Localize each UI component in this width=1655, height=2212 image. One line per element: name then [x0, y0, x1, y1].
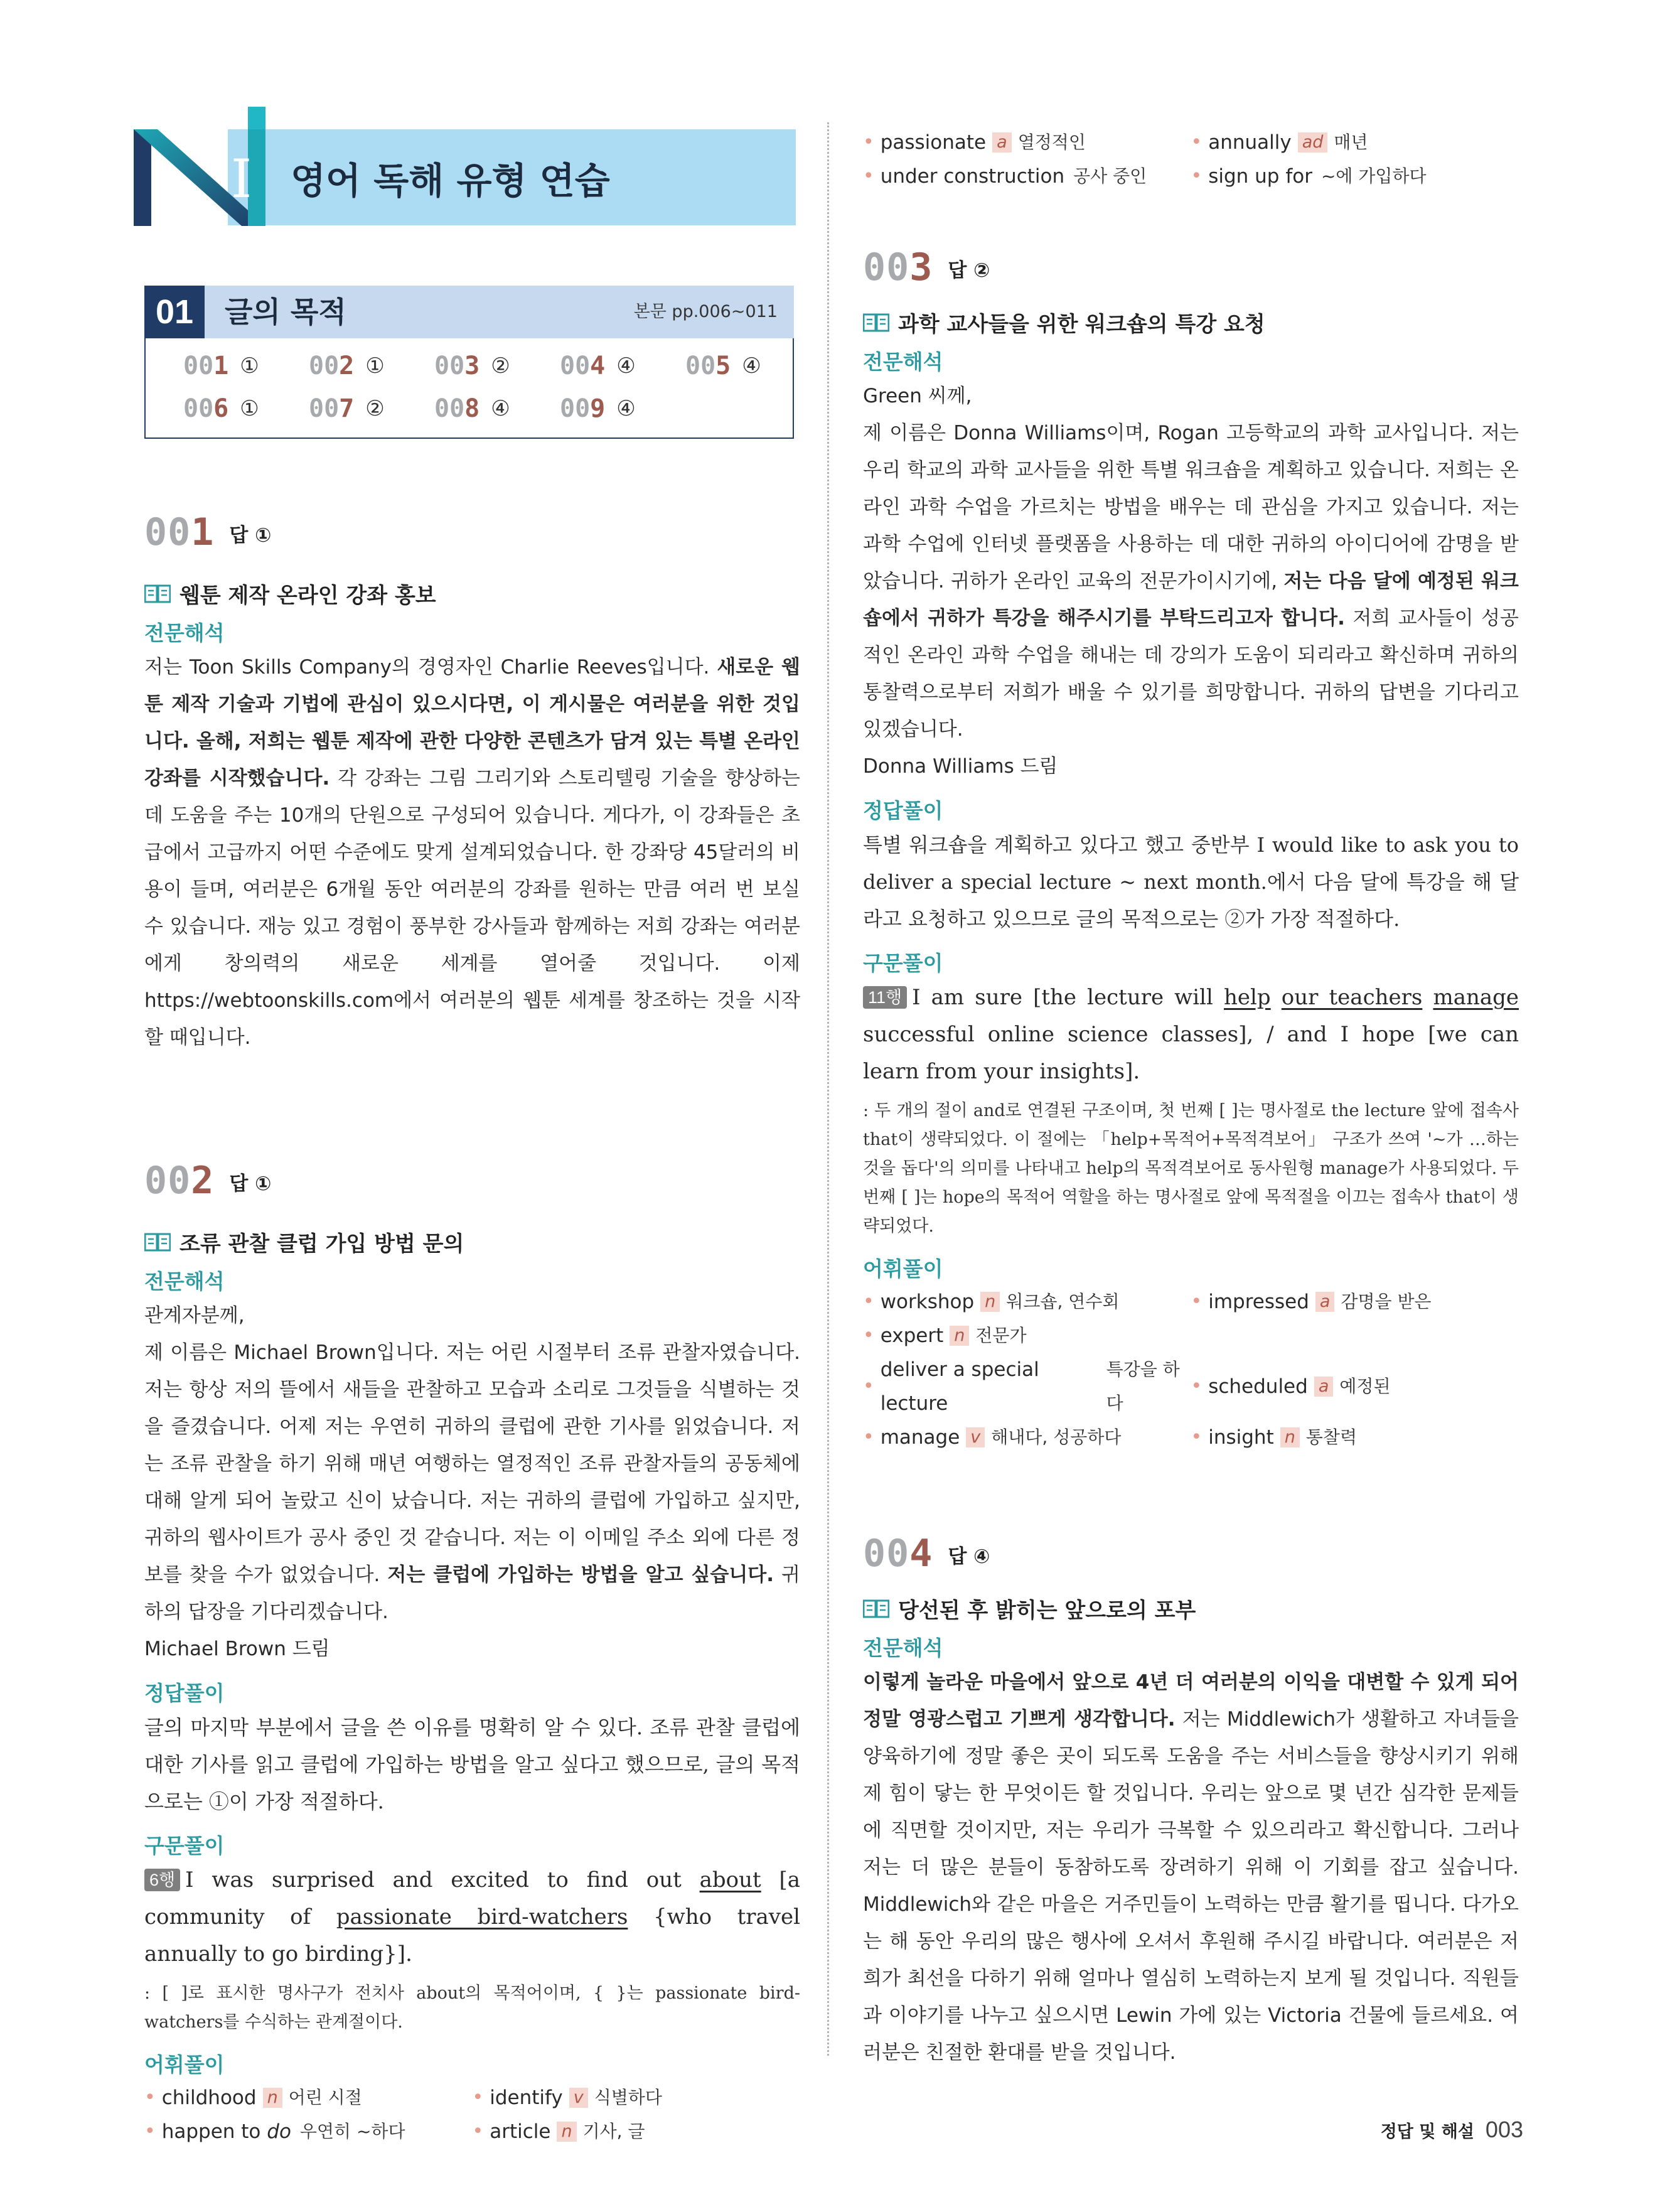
translation-text: 저는 Toon Skills Company의 경영자인 Charlie Reeves입니다. 새로운 웹툰 제작 기술과 기법에 관심이 있으시다면, 이 게시물은 여러분을 위한 것입니다. 올해, 저희는 웹툰 제작에 관한 다양한 콘텐츠가 담겨 있는 특별 온라인 강좌를 시작했습니다. 각 강좌는 그림 그리기와 스토리텔링 기술을 향상하는 데 도움을 주는 10개의 단원으로 구성되어 있습니다. 게다가, 이 강좌들은 초급에서 고급까지 어떤 수준에도 맞게 설계되었습니다. 한 강좌당 45달러의 비용이 들며, 여러분은 6개월 동안 여러분의 강좌를 원하는 만큼 여러 번 보실 수 있습니다. 재능 있고 경험이 풍부한 강사들과 함께하는 저희 강좌는 여러분에게 창의력의 새로운 세계를 열어줄 것입니다. 이제 https://webtoonskills.com에서 여러분의 웹툰 세계를 창조하는 것을 시작할 때입니다.: [144, 656, 800, 1049]
bullet-icon: •: [863, 1375, 874, 1397]
bullet-icon: •: [1191, 1291, 1202, 1313]
book-icon: [863, 1599, 889, 1618]
answer-number: 008: [434, 394, 480, 423]
answer-choice: ④: [491, 396, 510, 421]
answer-choice: ④: [616, 353, 636, 379]
bullet-icon: •: [863, 1324, 874, 1346]
vocab-meaning: 특강을 하다: [1106, 1359, 1180, 1414]
vocab-word: scheduled: [1208, 1375, 1308, 1398]
answer-choice: ①: [240, 353, 259, 379]
vocab-row: [863, 1353, 1519, 1420]
vocab-item: [1191, 1319, 1519, 1353]
answer-cell: [183, 347, 309, 385]
vocab-item: [1191, 1285, 1519, 1319]
part-of-speech-badge: n: [557, 2122, 576, 2142]
part-of-speech-badge: a: [1315, 1292, 1335, 1312]
bullet-icon: •: [863, 131, 874, 153]
vocab-word: passionate: [880, 131, 987, 154]
question-answer: 답 ①: [229, 1173, 272, 1195]
question-number: 002 답 ①: [144, 1159, 272, 1203]
vocab-word: sign up for: [1208, 165, 1312, 188]
answer-cell: [560, 390, 685, 427]
answer-choice: ④: [616, 396, 636, 421]
right-column: [863, 126, 1519, 2071]
book-icon: [144, 1232, 171, 1251]
vocab-row: [863, 1319, 1519, 1353]
question-004: [863, 1523, 1519, 2071]
part-of-speech-badge: a: [1314, 1377, 1334, 1397]
vocab-meaning: 매년: [1334, 132, 1368, 153]
part-of-speech-badge: v: [569, 2088, 588, 2108]
answer-choice: ①: [240, 396, 259, 421]
answer-choice: ④: [742, 353, 761, 379]
chapter-header: [134, 107, 796, 226]
vocab-meaning: 해내다, 성공하다: [991, 1427, 1122, 1447]
footer-label: 정답 및 해설: [1380, 2122, 1474, 2142]
answer-number: 002: [309, 352, 355, 380]
vocab-word: impressed: [1208, 1291, 1309, 1313]
vocab-row: [863, 1285, 1519, 1319]
vocab-list: [863, 1285, 1519, 1454]
answer-cell: [434, 390, 560, 427]
answer-cell: [309, 390, 434, 427]
vocab-row: [863, 126, 1519, 159]
answer-cell: [309, 347, 434, 385]
column-divider: [827, 122, 829, 2056]
bullet-icon: •: [1191, 131, 1202, 153]
vocab-item: [863, 1319, 1191, 1353]
vocab-word: workshop: [880, 1291, 975, 1313]
letter-greeting: 관계자분께,: [144, 1304, 245, 1327]
vocab-meaning: 어린 시절: [288, 2087, 362, 2108]
page-footer: [1381, 2117, 1523, 2143]
bullet-icon: •: [863, 165, 874, 187]
section-title: 글의 목적: [225, 295, 346, 329]
vocab-word: insight: [1208, 1426, 1274, 1449]
section-pages: 본문 pp.006~011: [633, 302, 778, 321]
vocab-row: [863, 1420, 1519, 1454]
answer-choice: ②: [365, 396, 385, 421]
vocab-item: [863, 126, 1191, 159]
vocab-heading: 어휘풀이: [144, 2053, 225, 2077]
vocab-meaning: 예정된: [1339, 1376, 1391, 1397]
vocab-word: deliver a special lecture: [880, 1358, 1039, 1415]
bullet-icon: •: [472, 2120, 484, 2142]
letter-greeting: Green 씨께,: [863, 385, 972, 407]
solution-heading: 정답풀이: [863, 798, 943, 823]
translation-text: 이렇게 놀라운 마을에서 앞으로 4년 더 여러분의 이익을 대변할 수 있게 되어 정말 영광스럽고 기쁘게 생각합니다. 저는 Middlewich가 생활하고 자녀들을 양육하기에 정말 좋은 곳이 되도록 도움을 주는 서비스들을 향상시키기 위해 제 힘이 닿는 한 무엇이든 할 것입니다. 우리는 앞으로 몇 년간 심각한 문제들에 직면할 것이지만, 저는 우리가 극복할 수 있으리라고 확신합니다. 그러나 저는 더 많은 분들이 동참하도록 장려하기 위해 이 기회를 잡고 싶습니다. Middlewich와 같은 마을은 거주민들이 노력하는 만큼 활기를 띱니다. 다가오는 해 동안 우리의 많은 행사에 오셔서 후원해 주시길 바랍니다. 여러분은 저희가 최선을 다하기 위해 얼마나 열심히 노력하는지 보게 될 것입니다. 직원들과 이야기를 나누고 싶으시면 Lewin 가에 있는 Victoria 건물에 들르세요. 여러분은 친절한 환대를 받을 것입니다.: [863, 1671, 1519, 2064]
vocab-meaning: 통찰력: [1305, 1427, 1357, 1447]
part-of-speech-badge: n: [263, 2088, 282, 2108]
vocab-meaning: 기사, 글: [582, 2121, 645, 2142]
vocab-item: [863, 1353, 1191, 1420]
answer-number: 003: [434, 352, 480, 380]
translation-text: 제 이름은 Donna Williams이며, Rogan 고등학교의 과학 교사입니다. 저는 우리 학교의 과학 교사들을 위한 특별 워크숍을 계획하고 있습니다. 저희는 온라인 과학 수업을 가르치는 방법을 배우는 데 관심을 가지고 있습니다. 저는 과학 수업에 인터넷 플랫폼을 사용하는 데 대한 귀하의 아이디어에 감명을 받았습니다. 귀하가 온라인 교육의 전문가이시기에, 저는 다음 달에 예정된 워크숍에서 귀하가 특강을 해주시기를 부탁드리고자 합니다. 저희 교사들이 성공적인 온라인 과학 수업을 해내는 데 강의가 도움이 되리라고 확신하며 귀하의 통찰력으로부터 저희가 배울 수 있기를 희망합니다. 귀하의 답변을 기다리고 있겠습니다.: [863, 422, 1519, 741]
vocab-item: [144, 2081, 473, 2115]
answer-cell: [685, 347, 811, 385]
vocab-item: [863, 1285, 1191, 1319]
solution-text: 특별 워크숍을 계획하고 있다고 했고 중반부 I would like to ask you to deliver a special lecture ~ next month.에서 다음 달에 특강을 해 달라고 요청하고 있으므로 글의 목적으로는 ②가 가장 적절하다.: [863, 833, 1519, 931]
bullet-icon: •: [144, 2086, 156, 2108]
syntax-note: : [ ]로 표시한 명사구가 전치사 about의 목적어이며, { }는 passionate bird-watchers를 수식하는 관계절이다.: [144, 1984, 800, 2032]
answer-number: 007: [309, 394, 355, 423]
topic-title: 과학 교사들을 위한 워크숍의 특강 요청: [863, 306, 1519, 338]
question-001: [144, 502, 800, 1056]
translation-heading: 전문해석: [144, 1269, 225, 1294]
vocab-item: [1191, 126, 1519, 159]
translation-heading: 전문해석: [863, 1636, 943, 1660]
translation-heading: 전문해석: [863, 350, 943, 374]
vocab-word: happen to do: [161, 2120, 291, 2143]
vocab-meaning: 공사 중인: [1073, 166, 1147, 186]
part-of-speech-badge: n: [950, 1326, 969, 1346]
topic-title: 웹툰 제작 온라인 강좌 홍보: [144, 577, 800, 609]
vocab-meaning: 전문가: [975, 1325, 1027, 1346]
vocab-list-continued: [863, 126, 1519, 193]
translation-text: 제 이름은 Michael Brown입니다. 저는 어린 시절부터 조류 관찰자였습니다. 저는 항상 저의 뜰에서 새들을 관찰하고 모습과 소리로 그것들을 식별하는 것을 즐겼습니다. 어제 저는 우연히 귀하의 클럽에 관한 기사를 읽었습니다. 저는 조류 관찰을 하기 위해 매년 여행하는 열정적인 조류 관찰자들의 공동체에 대해 알게 되어 놀랐고 신이 났습니다. 저는 귀하의 클럽에 가입하고 싶지만, 귀하의 웹사이트가 공사 중인 것 같습니다. 저는 이 이메일 주소 외에 다른 정보를 찾을 수가 없었습니다. 저는 클럽에 가입하는 방법을 알고 싶습니다. 귀하의 답장을 기다리겠습니다.: [144, 1341, 800, 1623]
vocab-list: [144, 2081, 800, 2149]
answers-grid: [144, 338, 794, 439]
bullet-icon: •: [472, 2086, 484, 2108]
question-002: [144, 1151, 800, 2149]
vocab-item: [144, 2115, 473, 2149]
question-number: 004 답 ④: [863, 1532, 990, 1576]
question-answer: 답 ②: [948, 259, 990, 282]
vocab-meaning: 우연히 ~하다: [299, 2121, 405, 2142]
answer-choice: ②: [491, 353, 510, 379]
chapter-roman: I: [231, 148, 252, 210]
question-003: [863, 237, 1519, 1454]
part-of-speech-badge: n: [980, 1292, 1000, 1312]
vocab-word: under construction: [880, 165, 1065, 188]
vocab-word: manage: [880, 1426, 960, 1449]
vocab-item: [1191, 1420, 1519, 1454]
bullet-icon: •: [863, 1426, 874, 1448]
bullet-icon: •: [144, 2120, 156, 2142]
vocab-word: childhood: [161, 2086, 257, 2109]
answer-number: 004: [560, 352, 606, 380]
answer-choice: ①: [365, 353, 385, 379]
translation-heading: 전문해석: [144, 621, 225, 645]
answer-cell: [434, 347, 560, 385]
bullet-icon: •: [1191, 1375, 1202, 1397]
question-answer: 답 ①: [229, 524, 272, 547]
chapter-title: 영어 독해 유형 연습: [291, 159, 610, 202]
vocab-meaning: 워크숍, 연수회: [1006, 1291, 1120, 1312]
topic-title: 당선된 후 밝히는 앞으로의 포부: [863, 1592, 1519, 1624]
vocab-meaning: ~에 가입하다: [1320, 166, 1427, 186]
vocab-meaning: 감명을 받은: [1341, 1291, 1432, 1312]
answer-number: 005: [685, 352, 731, 380]
section-box: [144, 286, 794, 440]
vocab-item: [863, 1420, 1191, 1454]
answer-number: 001: [183, 352, 229, 380]
part-of-speech-badge: v: [966, 1427, 985, 1447]
vocab-item: [473, 2115, 801, 2149]
syntax-sentence: 11행 I am sure [the lecture will help our teachers manage successful online science classes], / and I hope [we can learn from your insights].: [863, 985, 1519, 1084]
syntax-heading: 구문풀이: [144, 1833, 225, 1858]
vocab-item: [863, 159, 1191, 193]
vocab-item: [473, 2081, 801, 2115]
answer-number: 006: [183, 394, 229, 423]
bullet-icon: •: [1191, 165, 1202, 187]
page-number: 003: [1485, 2117, 1523, 2142]
answer-cell: [560, 347, 685, 385]
answers-row: [183, 347, 811, 385]
vocab-item: [1191, 159, 1519, 193]
line-number-tag: 6행: [144, 1869, 180, 1891]
answer-cell: [183, 390, 309, 427]
letter-sign: Michael Brown 드림: [144, 1638, 330, 1660]
vocab-item: [1191, 1353, 1519, 1420]
question-answer: 답 ④: [948, 1545, 990, 1568]
solution-text: 글의 마지막 부분에서 글을 쓴 이유를 명확히 알 수 있다. 조류 관찰 클럽에 대한 기사를 읽고 클럽에 가입하는 방법을 알고 싶다고 했으므로, 글의 목적으로는 ①이 가장 적절하다.: [144, 1715, 800, 1813]
question-number: 003 답 ②: [863, 245, 990, 289]
question-number: 001 답 ①: [144, 510, 272, 554]
part-of-speech-badge: ad: [1298, 132, 1328, 153]
vocab-meaning: 식별하다: [594, 2087, 662, 2108]
part-of-speech-badge: a: [992, 132, 1012, 153]
bullet-icon: •: [1191, 1426, 1202, 1448]
vocab-meaning: 열정적인: [1017, 132, 1086, 153]
line-number-tag: 11행: [863, 986, 907, 1009]
answers-row: [183, 390, 685, 427]
syntax-note: : 두 개의 절이 and로 연결된 구조이며, 첫 번째 [ ]는 명사절로 the lecture 앞에 접속사 that이 생략되었다. 이 절에는 「help+목적어+목적격보어」 구조가 쓰여 '~가 …하는 것을 돕다'의 의미를 나타내고 help의 목적격보어로 동사원형 manage가 사용되었다. 두 번째 [ ]는 hope의 목적어 역할을 하는 명사절로 앞에 목적절을 이끄는 접속사 that이 생략되었다.: [863, 1101, 1519, 1236]
topic-title: 조류 관찰 클럽 가입 방법 문의: [144, 1226, 800, 1257]
syntax-sentence: 6행 I was surprised and excited to find out about [a community of passionate bird-watchers {who travel annually to go birding}].: [144, 1867, 801, 1967]
answer-number: 009: [560, 394, 606, 423]
vocab-word: identify: [490, 2086, 563, 2109]
letter-sign: Donna Williams 드림: [863, 755, 1058, 778]
part-of-speech-badge: n: [1280, 1427, 1300, 1447]
vocab-row: [144, 2115, 800, 2149]
vocab-word: expert: [880, 1324, 944, 1347]
bullet-icon: •: [863, 1291, 874, 1313]
vocab-row: [144, 2081, 800, 2115]
book-icon: [144, 584, 171, 603]
vocab-row: [863, 159, 1519, 193]
solution-heading: 정답풀이: [144, 1681, 225, 1705]
syntax-heading: 구문풀이: [863, 951, 943, 975]
book-icon: [863, 313, 889, 331]
left-column: [144, 502, 800, 2149]
vocab-heading: 어휘풀이: [863, 1257, 943, 1281]
section-number: 01: [144, 286, 205, 338]
vocab-word: annually: [1208, 131, 1292, 154]
vocab-word: article: [490, 2120, 551, 2143]
